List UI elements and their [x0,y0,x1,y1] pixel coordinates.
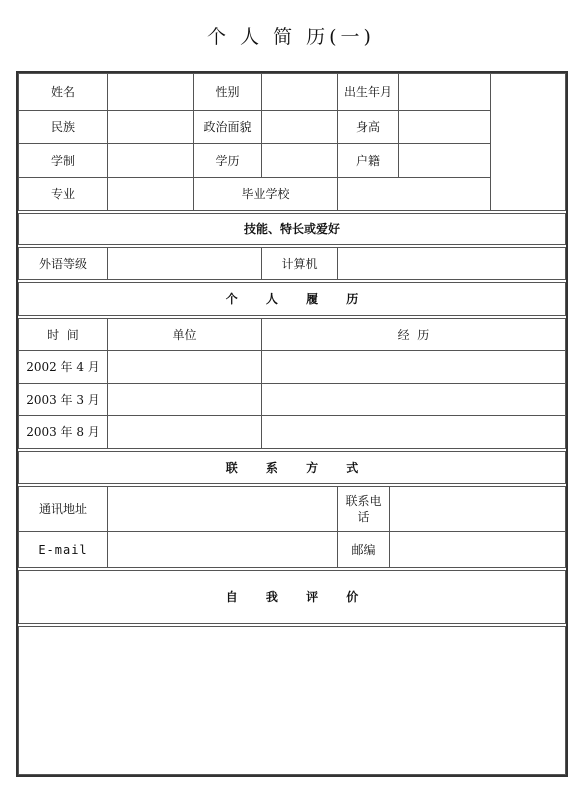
name-field[interactable] [107,73,194,111]
birth-label: 出生年月 [337,73,399,111]
experience-detail-field[interactable] [261,415,566,449]
experience-detail-field[interactable] [261,383,566,416]
address-field[interactable] [107,486,338,532]
political-label: 政治面貌 [193,110,262,144]
academic-system-label: 学制 [18,143,108,178]
language-label: 外语等级 [18,247,108,280]
gender-label: 性别 [193,73,262,111]
household-field[interactable] [398,143,491,178]
name-label: 姓名 [18,73,108,111]
major-label: 专业 [18,177,108,211]
contact-header: 联 系 方 式 [18,451,566,484]
education-field[interactable] [261,143,338,178]
email-field[interactable] [107,531,338,568]
photo-box[interactable] [490,73,566,211]
experience-detail-field[interactable] [261,350,566,384]
computer-label: 计算机 [261,247,338,280]
education-label: 学历 [193,143,262,178]
experience-unit-field[interactable] [107,350,262,384]
ethnicity-label: 民族 [18,110,108,144]
page-title: 个 人 简 历(一) [207,26,375,48]
postcode-field[interactable] [389,531,566,568]
experience-time-cell: 2003 年 8 月 [18,415,108,449]
self-evaluation-field[interactable] [18,626,566,775]
postcode-label: 邮编 [337,531,390,568]
school-field[interactable] [337,177,491,211]
experience-column-header: 经 历 [261,318,566,351]
experience-unit-field[interactable] [107,415,262,449]
self-evaluation-header: 自 我 评 价 [18,570,566,624]
ethnicity-field[interactable] [107,110,194,144]
time-column-header: 时 间 [18,318,108,351]
phone-label: 联系电话 [337,486,390,532]
unit-column-header: 单位 [107,318,262,351]
phone-field[interactable] [389,486,566,532]
language-field[interactable] [107,247,262,280]
address-label: 通讯地址 [18,486,108,532]
political-field[interactable] [261,110,338,144]
academic-system-field[interactable] [107,143,194,178]
height-label: 身高 [337,110,399,144]
height-field[interactable] [398,110,491,144]
gender-field[interactable] [261,73,338,111]
school-label: 毕业学校 [193,177,338,211]
household-label: 户籍 [337,143,399,178]
computer-field[interactable] [337,247,566,280]
birth-field[interactable] [398,73,491,111]
experience-header: 个 人 履 历 [18,282,566,316]
experience-time-cell: 2003 年 3 月 [18,383,108,416]
experience-unit-field[interactable] [107,383,262,416]
skills-header: 技能、特长或爱好 [18,213,566,245]
email-label: E-mail [18,531,108,568]
major-field[interactable] [107,177,194,211]
experience-time-cell: 2002 年 4 月 [18,350,108,384]
